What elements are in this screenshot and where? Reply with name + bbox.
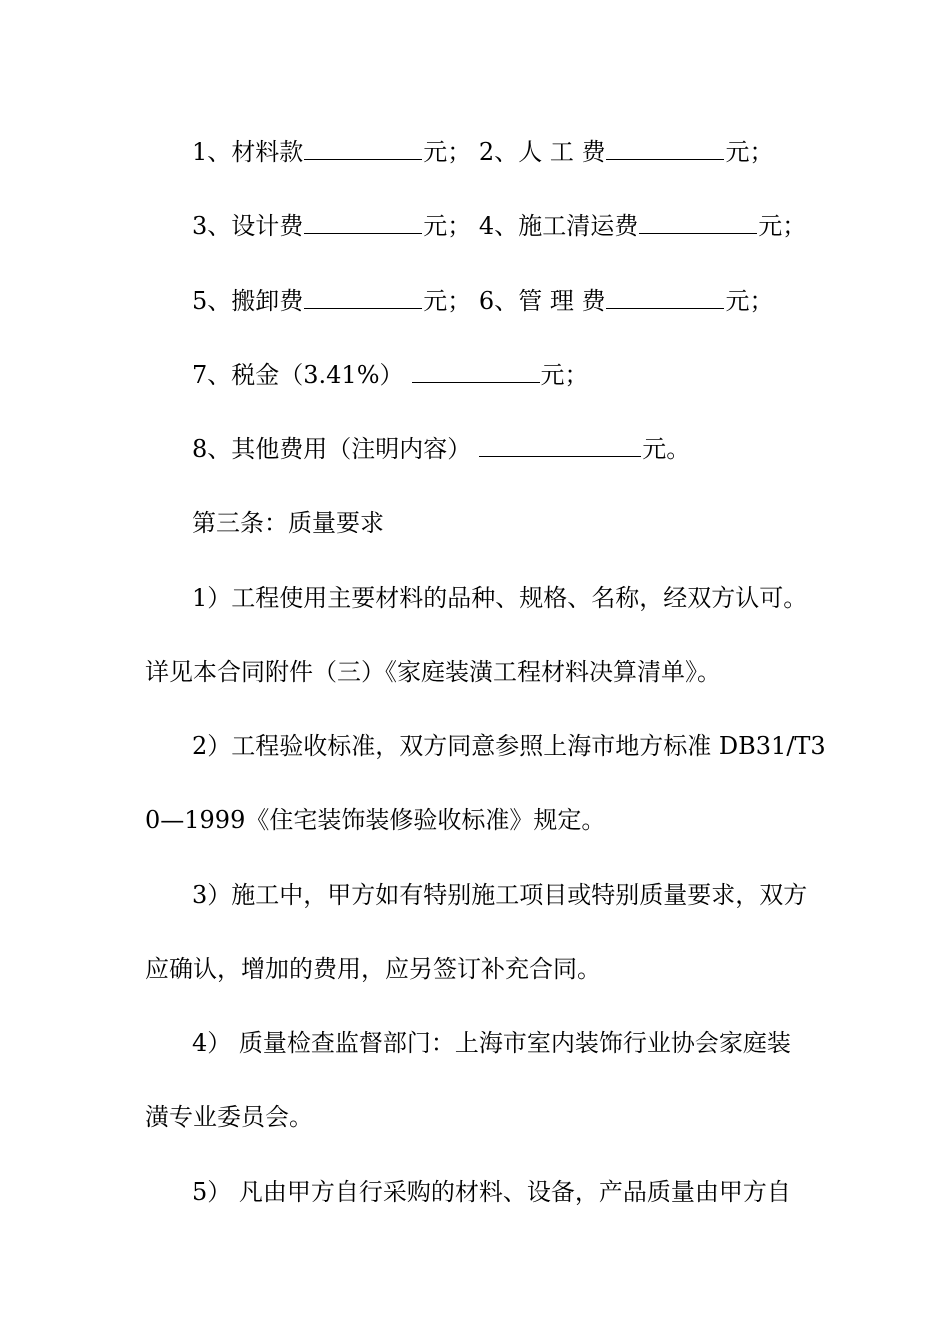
fee-label-5: 5、搬卸费 <box>192 287 304 315</box>
clause-2-line-2: 0—1999《住宅装饰装修验收标准》规定。 <box>145 806 606 834</box>
fee-unit-5: 元； <box>423 287 472 315</box>
fee-line-5-6 <box>192 281 950 321</box>
fee-blank-4[interactable] <box>639 207 757 234</box>
fee-label-1: 1、材料款 <box>192 138 304 166</box>
fee-blank-3[interactable] <box>304 207 422 234</box>
clause-5-line-1: 5） 凡由甲方自行采购的材料、设备，产品质量由甲方自 <box>192 1178 791 1206</box>
clause-3-line-1: 3）施工中，甲方如有特别施工项目或特别质量要求，双方 <box>192 881 808 909</box>
fee-blank-2[interactable] <box>606 133 724 160</box>
fee-label-4: 4、施工清运费 <box>478 212 639 240</box>
fee-unit-1: 元； <box>423 138 472 166</box>
fee-unit-4: 元； <box>758 212 807 240</box>
fee-label-3: 3、设计费 <box>192 212 304 240</box>
fee-line-8 <box>192 429 950 469</box>
fee-label-2: 2、人 工 费 <box>478 138 606 166</box>
section-title: 第三条：质量要求 <box>192 509 384 537</box>
fee-blank-6[interactable] <box>606 282 724 309</box>
fee-label-6: 6、管 理 费 <box>478 287 606 315</box>
fee-line-1-2 <box>192 132 950 172</box>
clause-2-line-1: 2）工程验收标准，双方同意参照上海市地方标准 DB31/T3 <box>192 732 826 760</box>
fee-unit-8: 元。 <box>642 435 691 463</box>
fee-blank-1[interactable] <box>304 133 422 160</box>
fee-blank-5[interactable] <box>304 282 422 309</box>
clause-4-line-1: 4） 质量检查监督部门：上海市室内装饰行业协会家庭装 <box>192 1029 791 1057</box>
fee-line-3-4 <box>192 206 950 246</box>
fee-label-7: 7、税金（3.41%） <box>192 361 404 389</box>
fee-unit-7: 元； <box>540 361 589 389</box>
clause-1-line-1: 1）工程使用主要材料的品种、规格、名称，经双方认可。 <box>192 584 808 612</box>
fee-blank-7[interactable] <box>412 356 540 383</box>
fee-unit-6: 元； <box>725 287 774 315</box>
clause-1-line-2: 详见本合同附件（三）《家庭装潢工程材料决算清单》。 <box>145 658 721 686</box>
fee-line-7 <box>192 355 950 395</box>
fee-blank-8[interactable] <box>479 430 641 457</box>
fee-unit-3: 元； <box>423 212 472 240</box>
clause-3-line-2: 应确认，增加的费用，应另签订补充合同。 <box>145 955 601 983</box>
fee-label-8: 8、其他费用（注明内容） <box>192 435 472 463</box>
fee-unit-2: 元； <box>725 138 774 166</box>
clause-4-line-2: 潢专业委员会。 <box>145 1103 313 1131</box>
